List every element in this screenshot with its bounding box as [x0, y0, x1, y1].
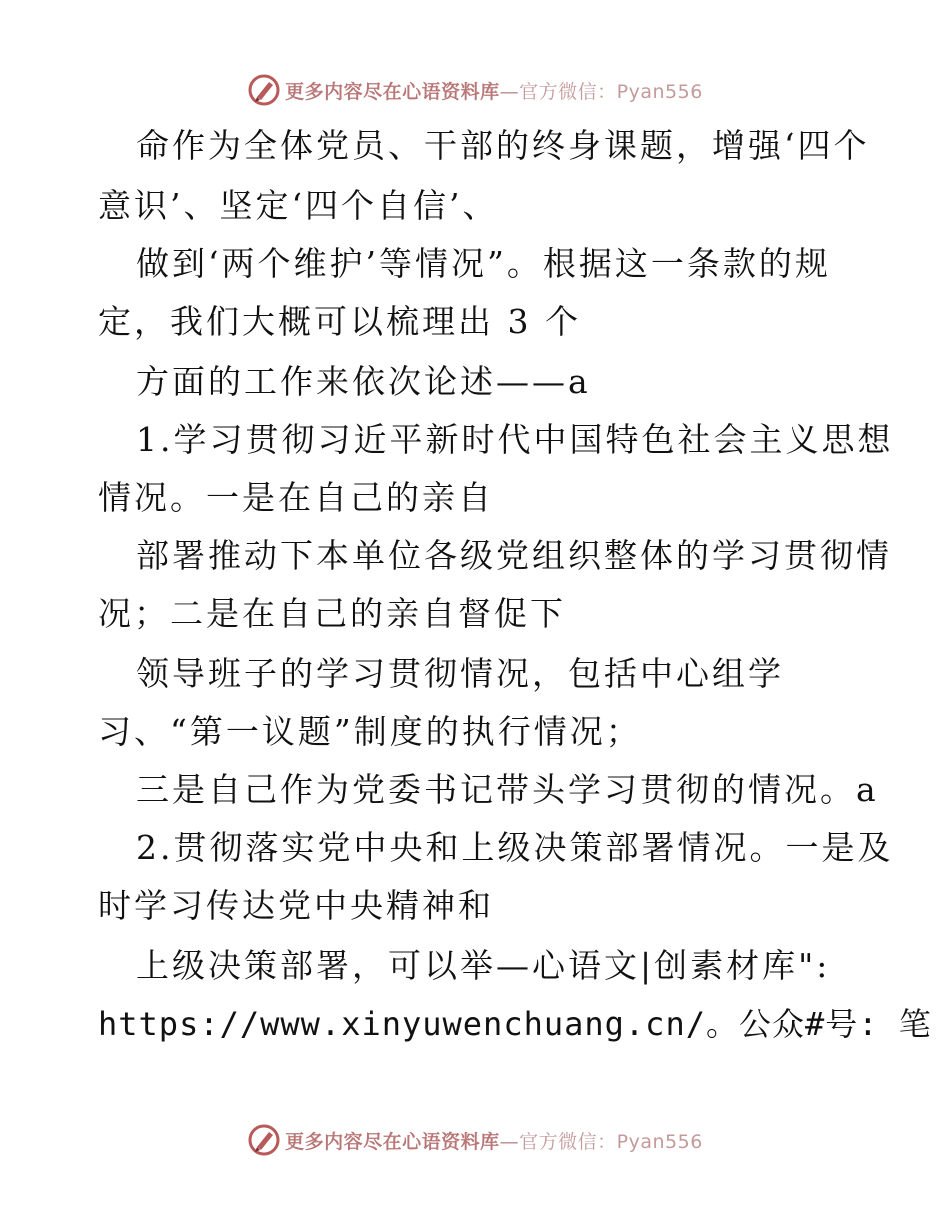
body-line: 上级决策部署，可以举—心语文|创素材库":	[136, 946, 831, 985]
body-line: 定，我们大概可以梳理出 3 个	[98, 302, 581, 341]
body-line: 领导班子的学习贯彻情况，包括中心组学	[136, 654, 784, 693]
footer-promo-brand: 更多内容尽在心语资料库	[285, 1130, 500, 1153]
body-line: 三是自己作为党委书记带头学习贯彻的情况。a	[136, 770, 879, 809]
footer-promo-dash: —	[499, 1130, 520, 1153]
body-line: 2.贯彻落实党中央和上级决策部署情况。一是及	[136, 828, 894, 867]
footer-promo-text	[285, 1127, 703, 1154]
header-promo-dash: —	[499, 80, 520, 103]
body-line: 时学习传达党中央精神和	[98, 886, 494, 925]
body-line: 习、“第一议题”制度的执行情况；	[98, 712, 642, 751]
body-line: 情况。一是在自己的亲自	[98, 478, 494, 517]
body-line: 命作为全体党员、干部的终身课题，增强‘四个	[136, 126, 870, 165]
body-line: 况；二是在自己的亲自督促下	[98, 594, 566, 633]
body-line: 做到‘两个维护’等情况”。根据这一条款的规	[136, 244, 831, 283]
body-line: 意识’、坚定‘四个自信’、	[98, 186, 499, 225]
header-promo-brand: 更多内容尽在心语资料库	[285, 80, 500, 103]
body-line: 部署推动下本单位各级党组织整体的学习贯彻情	[136, 536, 892, 575]
header-promo-text	[285, 77, 703, 104]
footer-banner	[0, 1120, 950, 1160]
header-banner	[0, 70, 950, 110]
footer-promo-contact: 官方微信：Pyan556	[519, 1130, 703, 1153]
header-promo-contact: 官方微信：Pyan556	[519, 80, 703, 103]
pen-logo-icon	[247, 73, 281, 107]
pen-logo-icon	[247, 1123, 281, 1157]
body-line-url: https://www.xinyuwenchuang.cn/。公众#号: 笔	[98, 1005, 932, 1043]
body-line: 方面的工作来依次论述——a	[136, 362, 591, 401]
body-line: 1.学习贯彻习近平新时代中国特色社会主义思想	[136, 420, 894, 459]
